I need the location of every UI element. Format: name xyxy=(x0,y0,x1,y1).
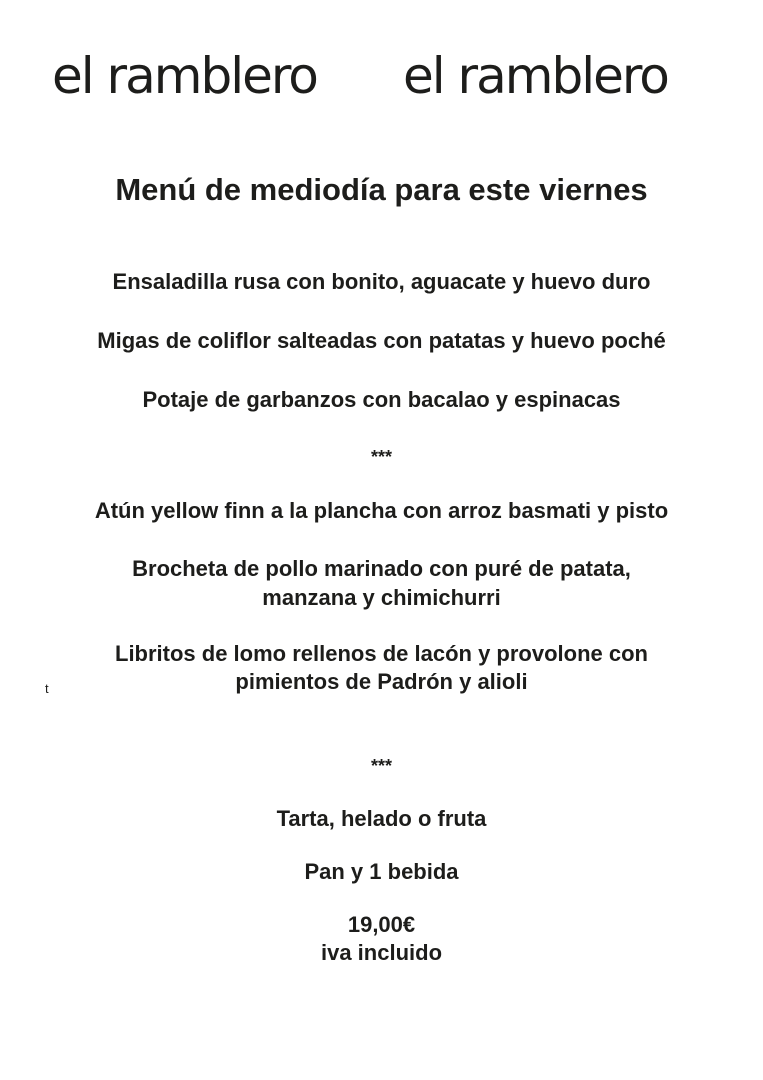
main-item-3-line-2: pimientos de Padrón y alioli xyxy=(235,669,528,694)
starter-item-3: Potaje de garbanzos con bacalao y espinacas xyxy=(142,387,621,412)
brand-logo-right: el ramblero xyxy=(403,47,668,105)
menu-title: Menú de mediodía para este viernes xyxy=(115,172,648,207)
price: 19,00€ xyxy=(347,912,416,937)
separator-2: *** xyxy=(370,756,392,776)
starter-item-1: Ensaladilla rusa con bonito, aguacate y huevo duro xyxy=(112,269,651,294)
main-item-1: Atún yellow finn a la plancha con arroz basmati y pisto xyxy=(94,498,669,523)
separator-1: *** xyxy=(370,447,392,467)
stray-mark: t xyxy=(45,681,49,696)
main-item-3-line-1: Libritos de lomo rellenos de lacón y provolone con xyxy=(115,641,648,666)
main-item-2-line-1: Brocheta de pollo marinado con puré de patata, xyxy=(132,556,631,581)
brand-logo-left: el ramblero xyxy=(52,47,317,105)
starter-item-2: Migas de coliflor salteadas con patatas y huevo poché xyxy=(97,328,666,353)
extras-line: Pan y 1 bebida xyxy=(304,859,459,884)
dessert-line: Tarta, helado o fruta xyxy=(276,806,487,831)
tax-note: iva incluido xyxy=(320,940,443,965)
main-item-2-line-2: manzana y chimichurri xyxy=(262,585,501,610)
